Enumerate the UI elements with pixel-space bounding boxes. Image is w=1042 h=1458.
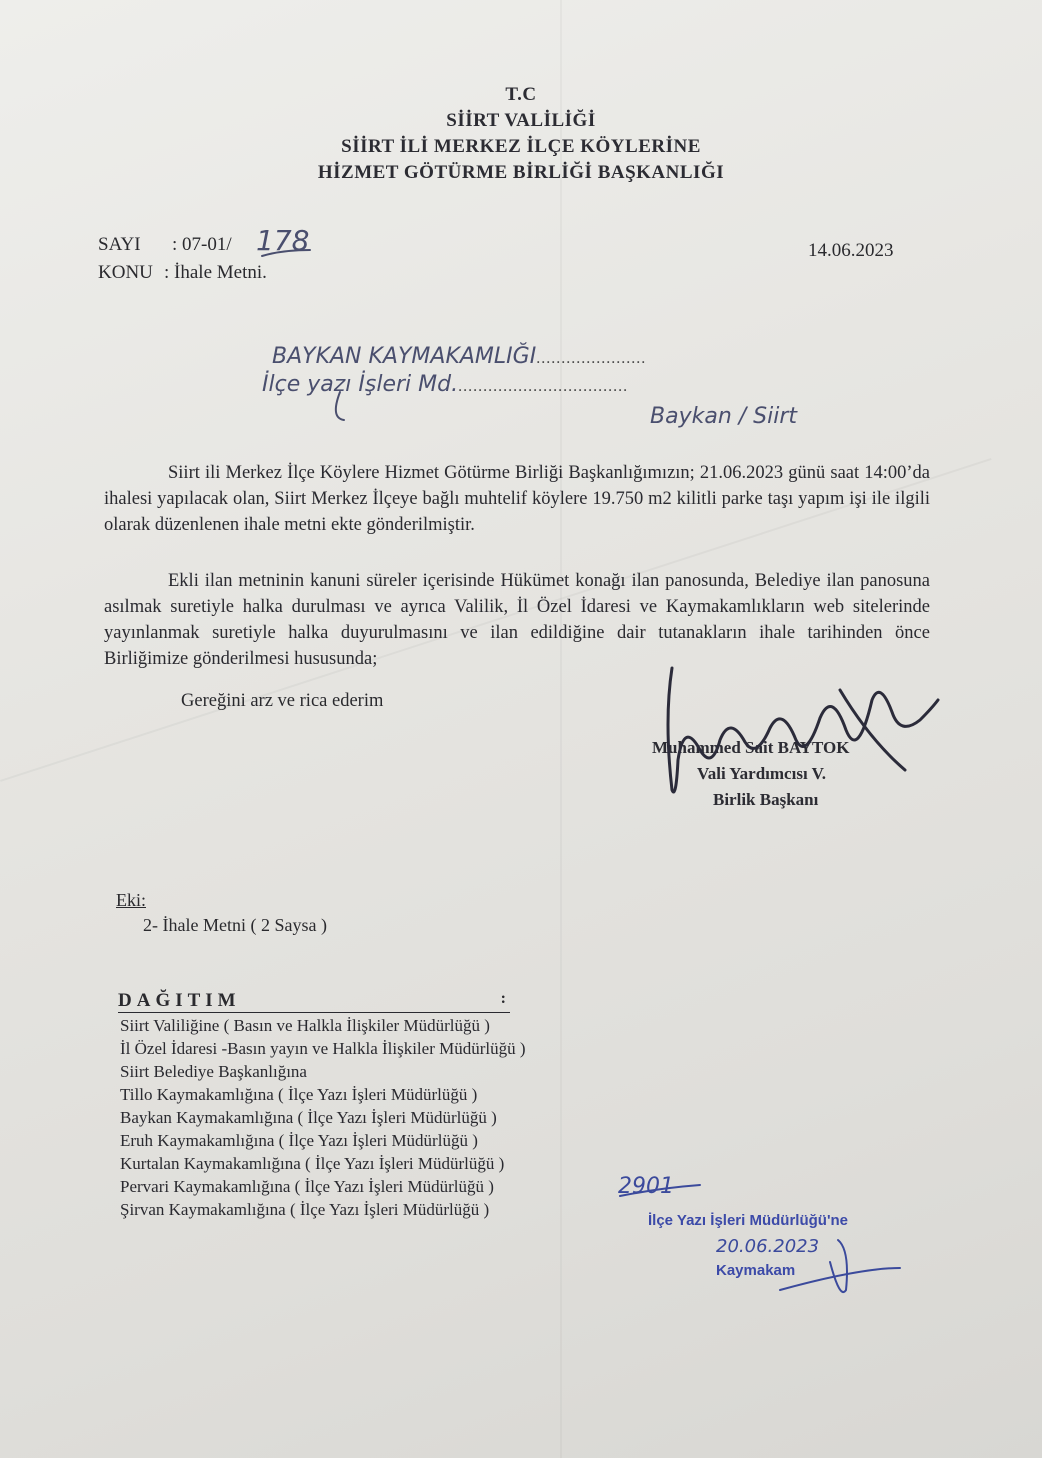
sayi-handwritten-number: 178 <box>256 224 310 257</box>
number-underline <box>262 250 310 256</box>
attachments-label: Eki: <box>116 890 146 910</box>
handwriting-descender <box>336 392 344 420</box>
stamp-signature-stroke <box>780 1268 900 1290</box>
distribution-item: Eruh Kaymakamlığına ( İlçe Yazı İşleri Müdürlüğü ) <box>120 1131 478 1150</box>
closing-line: Gereğini arz ve rica ederim <box>181 691 384 711</box>
addressee-text: BAYKAN KAYMAKAMLIĞI <box>272 344 537 369</box>
distribution-item: Şirvan Kaymakamlığına ( İlçe Yazı İşleri Müdürlüğü ) <box>120 1200 490 1219</box>
konu-label: KONU <box>98 262 153 283</box>
header-valilik: SİİRT VALİLİĞİ <box>446 110 596 131</box>
dotted-line: .................................. <box>458 378 629 395</box>
sayi-value: : 07-01/ <box>172 234 232 255</box>
body-paragraph-2: Ekli ilan metninin kanuni süreler içerisinde Hükümet konağı ilan panosunda, Belediye ilan panosuna asılmak suretiyle halka durulması ve ayrıca Valilik, İl Özel İdaresi ve Kaymakamlıkların web sitelerinde yayınlanmak suretiyle halka duyurulmasını ve ilan edildiğine dair tutanakların ihale tarihinden önce Birliğimize gönderilmesi hususunda; <box>104 571 930 669</box>
konu-value: : İhale Metni. <box>164 262 267 283</box>
distribution-item: Tillo Kaymakamlığına ( İlçe Yazı İşleri Müdürlüğü ) <box>120 1085 478 1104</box>
document-date: 14.06.2023 <box>808 240 894 261</box>
stamp-date: 20.06.2023 <box>716 1236 820 1257</box>
distribution-title: DAĞITIM <box>118 990 241 1011</box>
addressee-line-3: Baykan / Siirt <box>650 404 798 429</box>
distribution-item: Baykan Kaymakamlığına ( İlçe Yazı İşleri Müdürlüğü ) <box>120 1108 497 1127</box>
signatory-role: Birlik Başkanı <box>713 790 819 809</box>
signature-scribble <box>668 668 938 792</box>
dotted-line: ...................... <box>536 350 647 367</box>
distribution-item: Siirt Belediye Başkanlığına <box>120 1062 307 1081</box>
signatory-title: Vali Yardımcısı V. <box>697 764 826 783</box>
stamp-line-3: Kaymakam <box>716 1262 796 1279</box>
signatory-name: Muhammed Sait BAYTOK <box>652 738 850 757</box>
distribution-item: Kurtalan Kaymakamlığına ( İlçe Yazı İşleri Müdürlüğü ) <box>120 1154 505 1173</box>
distribution-colon: : <box>500 990 506 1007</box>
body-paragraph-1: Siirt ili Merkez İlçe Köylere Hizmet Götürme Birliği Başkanlığımızın; 21.06.2023 günü saat 14:00’da ihalesi yapılacak olan, Siirt Merkez İlçeye bağlı muhtelif köylere 19.750 m2 kilitli parke taşı yapım işi ile ilgili olarak düzenlenen ihale metni ekte gönderilmiştir. <box>104 463 930 535</box>
stamp-underline <box>620 1185 700 1196</box>
attachment-item: 2- İhale Metni ( 2 Saysa ) <box>143 915 327 935</box>
sayi-label: SAYI <box>98 234 141 255</box>
addressee-text: İlçe yazı İşleri Md. <box>262 372 459 397</box>
distribution-item: Siirt Valiliğine ( Basın ve Halkla İlişkiler Müdürlüğü ) <box>120 1016 490 1035</box>
distribution-item: Pervari Kaymakamlığına ( İlçe Yazı İşleri Müdürlüğü ) <box>120 1177 494 1196</box>
stamp-line-1: İlçe Yazı İşleri Müdürlüğü'ne <box>648 1212 849 1229</box>
stamp-signature-loop <box>830 1240 847 1292</box>
header-merkez: SİİRT İLİ MERKEZ İLÇE KÖYLERİNE <box>341 136 701 157</box>
header-birlik: HİZMET GÖTÜRME BİRLİĞİ BAŞKANLIĞI <box>317 162 725 183</box>
stamp-number-handwritten: 2901 <box>618 1174 674 1199</box>
distribution-item: İl Özel İdaresi -Basın yayın ve Halkla İlişkiler Müdürlüğü ) <box>120 1039 526 1058</box>
header-tc: T.C <box>505 84 537 105</box>
